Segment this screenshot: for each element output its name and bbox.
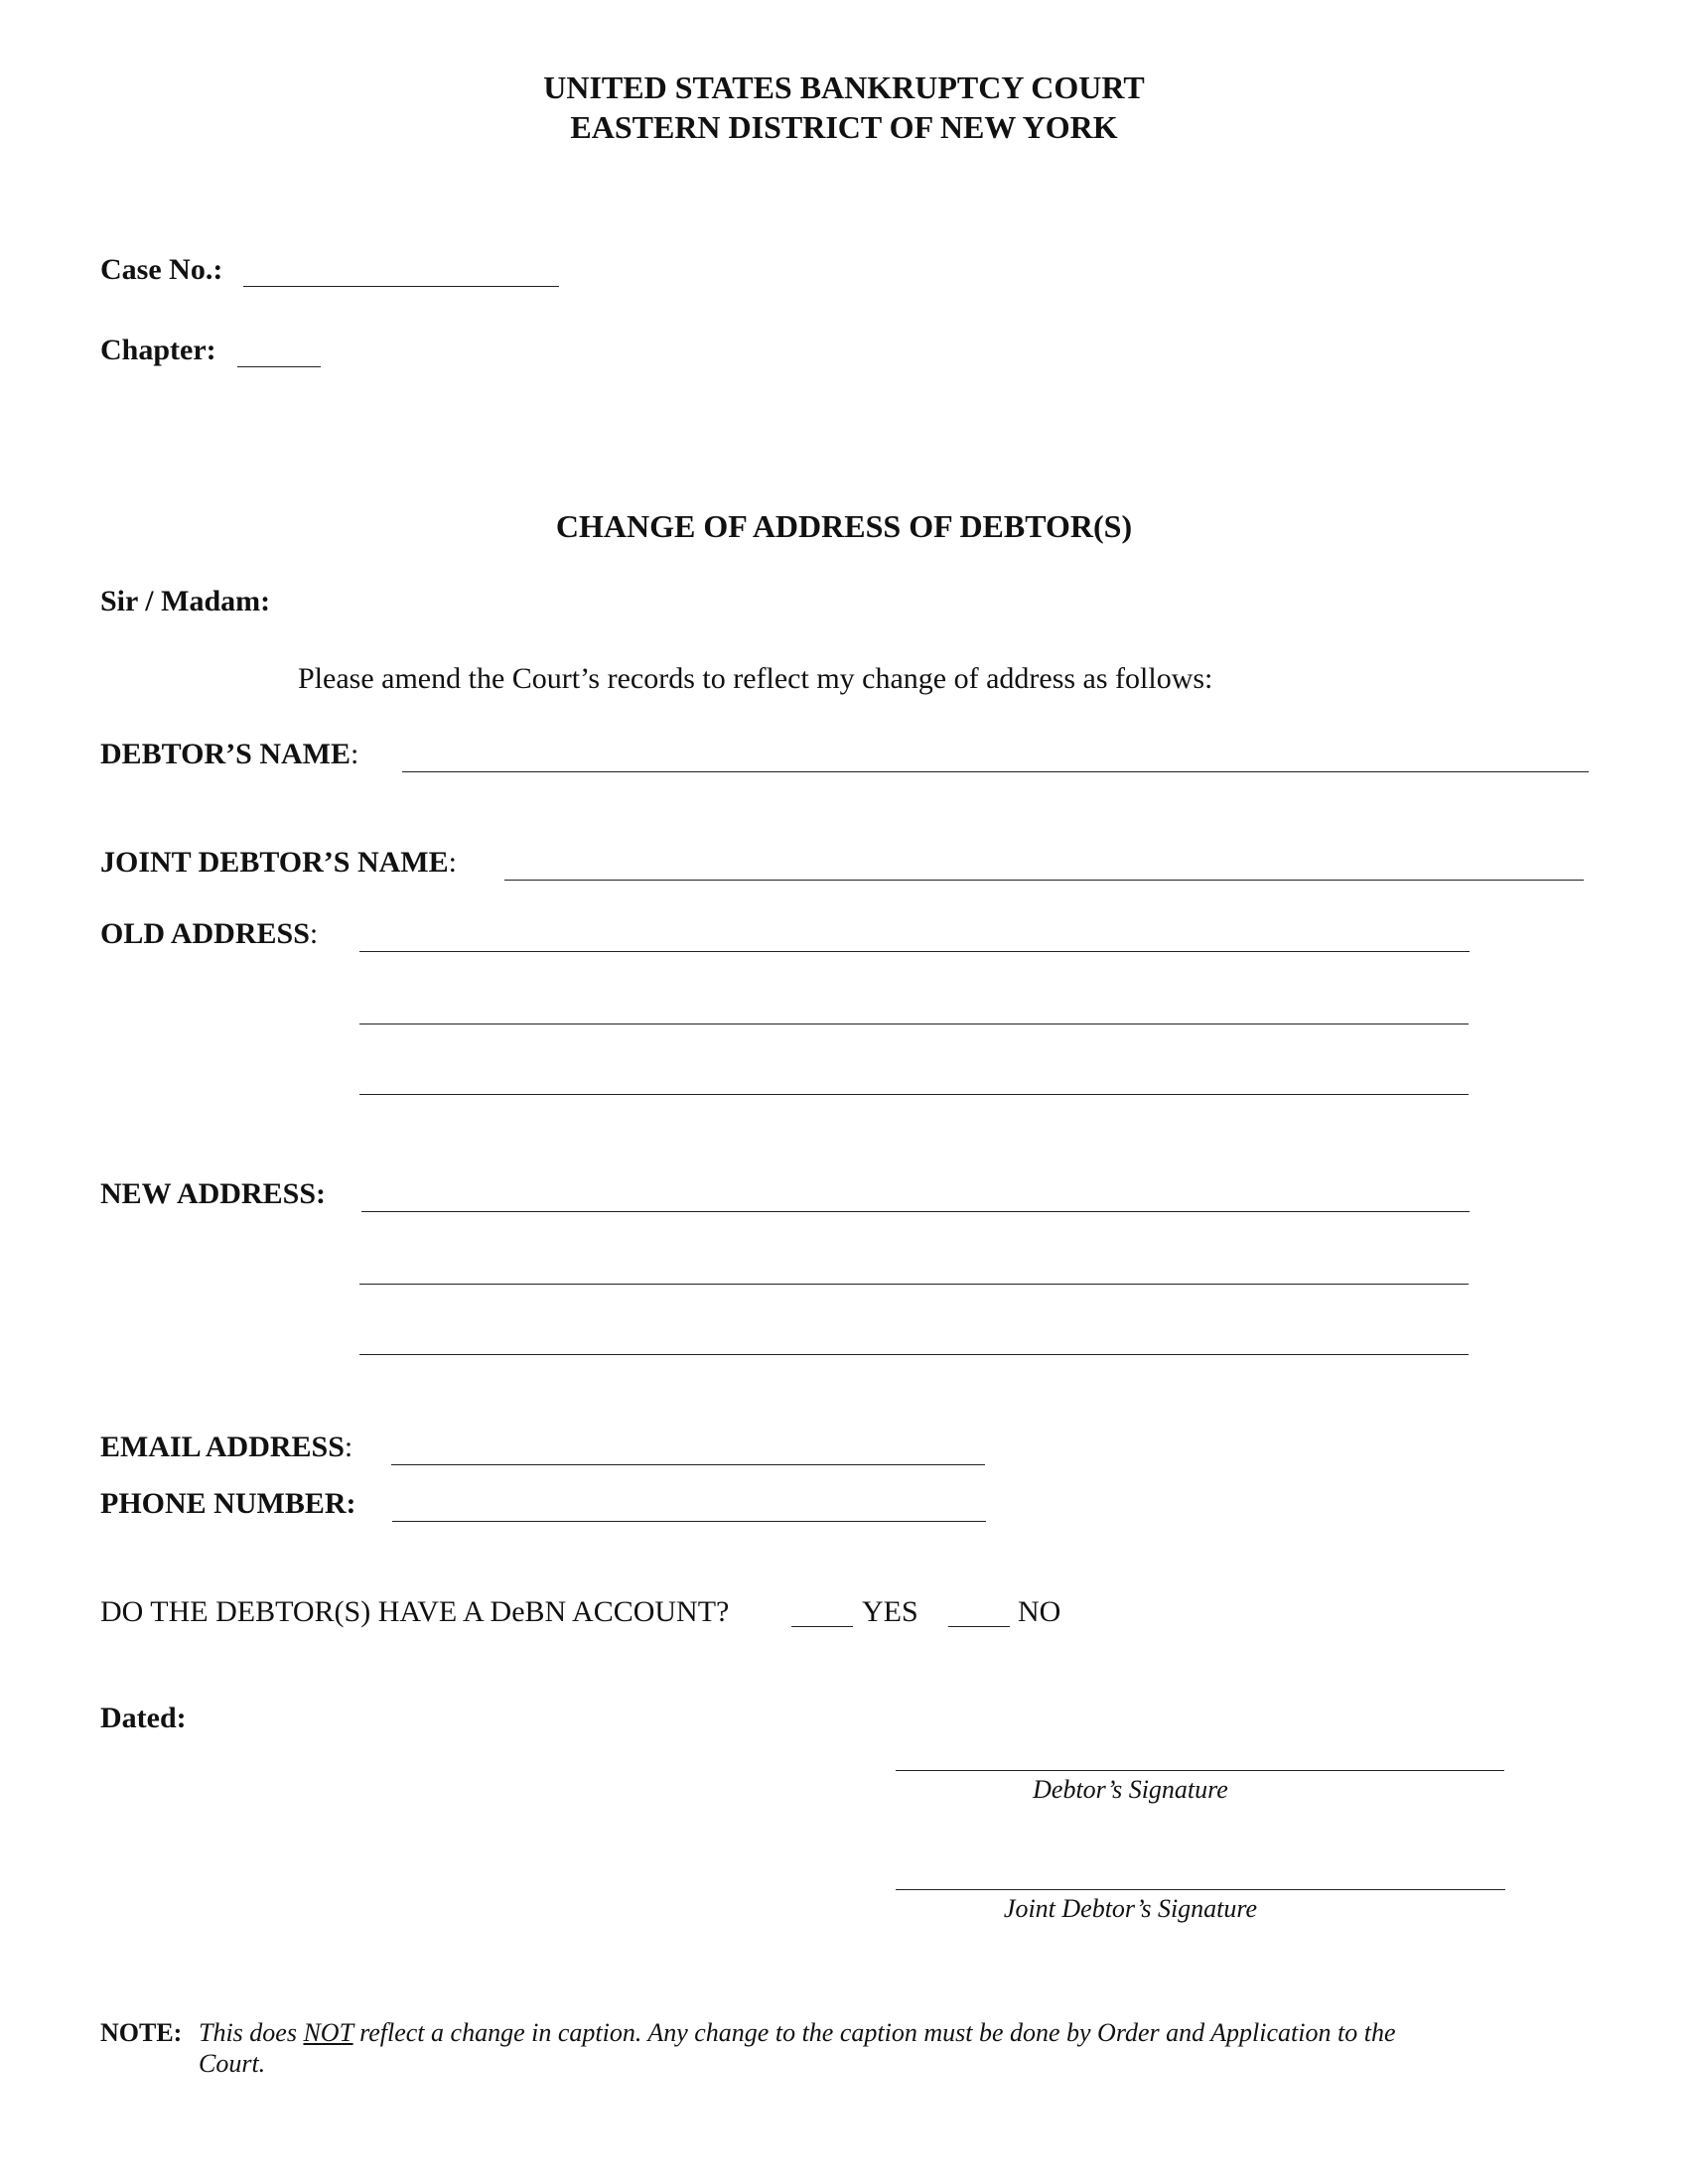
new-address-line-2[interactable] [359,1284,1469,1285]
email-colon: : [344,1431,353,1463]
old-address-line-3[interactable] [359,1094,1469,1095]
note-emphasis: NOT [303,2018,353,2047]
old-address-colon: : [309,917,319,950]
case-no-label: Case No.: [100,253,223,286]
old-address-label-text: OLD ADDRESS [100,917,310,950]
email-field[interactable] [391,1464,985,1465]
dated-label: Dated: [100,1702,187,1734]
note-text-line2: Court. [199,2049,266,2078]
case-no-field[interactable] [243,286,559,287]
intro-text: Please amend the Court’s records to reflect my change of address as follows: [298,662,1213,695]
court-name: UNITED STATES BANKRUPTCY COURT [543,69,1145,105]
form-title: CHANGE OF ADDRESS OF DEBTOR(S) [555,508,1133,544]
debtor-name-colon: : [350,738,359,770]
chapter-label: Chapter: [100,334,216,366]
joint-debtor-name-field[interactable] [504,880,1584,881]
note-text-after: reflect a change in caption. Any change to the caption must be done by Order and Application to the [352,2018,1396,2047]
debtor-signature-caption: Debtor’s Signature [1033,1775,1228,1804]
new-address-label: NEW ADDRESS: [100,1177,327,1210]
court-district: EASTERN DISTRICT OF NEW YORK [570,109,1118,145]
new-address-line-3[interactable] [359,1354,1469,1355]
debtor-name-label [100,738,358,771]
old-address-label [100,917,318,951]
debtor-name-field[interactable] [402,771,1589,772]
new-address-line-1[interactable] [361,1211,1470,1212]
debn-no-blank[interactable] [948,1626,1010,1627]
joint-debtor-name-label-text: JOINT DEBTOR’S NAME [100,846,449,879]
debn-yes-blank[interactable] [791,1626,853,1627]
debn-question: DO THE DEBTOR(S) HAVE A DeBN ACCOUNT? [100,1595,730,1628]
debtor-name-label-text: DEBTOR’S NAME [100,738,351,770]
debn-yes-label: YES [862,1595,918,1628]
joint-debtor-name-label [100,846,457,880]
chapter-field[interactable] [237,366,321,367]
note-text-before: This does [199,2018,304,2047]
phone-label: PHONE NUMBER: [100,1487,356,1520]
debn-no-label: NO [1018,1595,1061,1628]
email-label [100,1431,352,1464]
note-label: NOTE: [100,2018,183,2047]
note-text [199,2018,1395,2048]
joint-debtor-signature-caption: Joint Debtor’s Signature [1003,1894,1258,1923]
email-label-text: EMAIL ADDRESS [100,1431,345,1463]
phone-field[interactable] [392,1521,986,1522]
debtor-signature-line[interactable] [896,1770,1504,1771]
salutation: Sir / Madam: [100,585,271,617]
joint-debtor-name-colon: : [448,846,457,879]
old-address-line-1[interactable] [359,951,1470,952]
joint-debtor-signature-line[interactable] [896,1889,1505,1890]
